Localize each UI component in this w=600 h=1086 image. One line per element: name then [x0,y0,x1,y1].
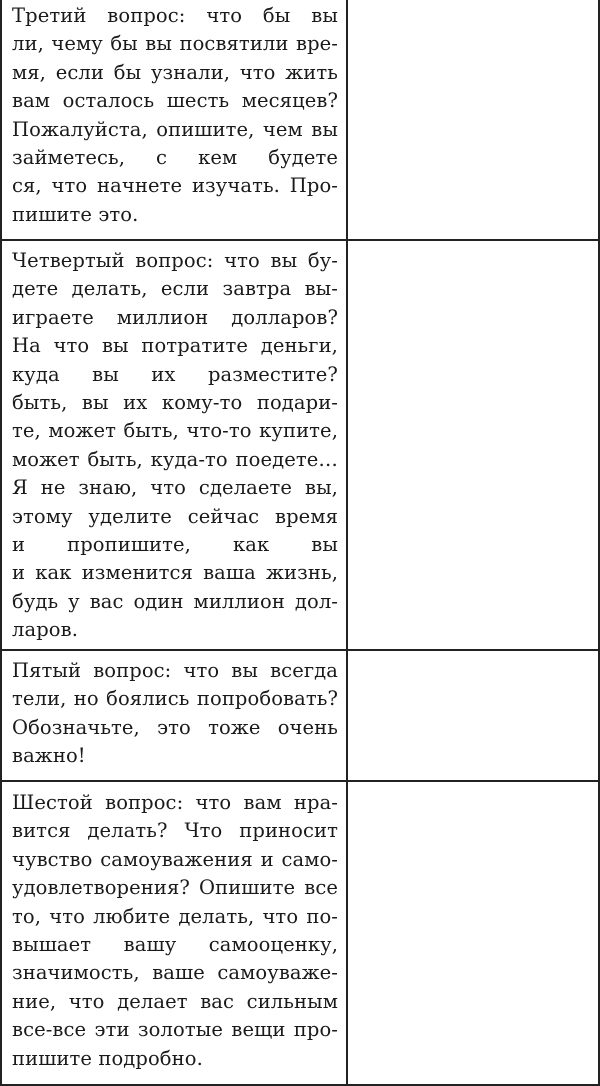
answer-cell-3[interactable] [348,0,598,239]
answer-cell-6[interactable] [348,782,598,1086]
answer-cell-4[interactable] [348,241,598,649]
question-5-text [0,651,348,780]
text-line: вышает вашу самооценку, [12,932,338,956]
text-line: вам осталось шесть месяцев? [12,89,338,113]
text-line: Шестой вопрос: что вам нра- [12,791,338,814]
text-line: Четвертый вопрос: что вы бу- [12,249,338,272]
table-row-question-3 [0,0,598,241]
text-line: ся, что начнете изучать. Про- [12,174,338,198]
text-line: мя, если бы узнали, что жить [12,60,338,84]
table-row-question-5 [0,651,598,782]
table-row-question-4 [0,241,598,651]
text-line: вится делать? Что приносит [12,819,338,843]
text-line: пишите это. [12,202,139,226]
text-line: Пятый вопрос: что вы всегда [12,659,338,682]
text-line: чувство самоуважения и само- [12,847,338,871]
text-line: дете делать, если завтра вы- [12,277,338,301]
text-line: значимость, ваше самоуваже- [12,961,338,985]
text-line: и пропишите, как вы [12,532,338,556]
text-line: ли, чему бы вы посвятили вре- [12,32,338,56]
text-line: Я не знаю, что сделаете вы, [12,476,338,500]
text-line: Обозначьте, это тоже очень [12,715,338,739]
text-line: ние, что делает вас сильным [12,989,338,1013]
text-line: играете миллион долларов? [12,305,338,329]
question-4-text [0,241,348,649]
text-line: Пожалуйста, опишите, чем вы [12,117,338,141]
text-line: будь у вас один миллион дол- [12,589,338,613]
text-line: На что вы потратите деньги, [12,334,338,358]
table-row-question-6 [0,782,598,1086]
text-line: Третий вопрос: что бы вы [12,4,338,27]
question-6-text [0,782,348,1086]
text-line: этому уделите сейчас время [12,504,338,528]
text-line: тели, но боялись попробовать? [12,687,338,711]
question-3-text [0,0,348,239]
text-line: пишите подробно. [12,1046,203,1070]
text-line: и как изменится ваша жизнь, [12,561,338,585]
text-line: займетесь, с кем будете [12,145,338,169]
text-line: то, что любите делать, что по- [12,904,338,928]
text-line: ларов. [12,618,79,642]
text-line: куда вы их разместите? [12,362,338,386]
text-line: важно! [12,744,86,768]
text-line: быть, вы их кому-то подари- [12,390,338,414]
text-line: те, может быть, что-то купите, [12,419,338,443]
answer-cell-5[interactable] [348,651,598,780]
text-line: удовлетворения? Опишите все [12,876,338,900]
text-line: все-все эти золотые вещи про- [12,1018,338,1042]
text-line: может быть, куда-то поедете… [12,447,338,471]
